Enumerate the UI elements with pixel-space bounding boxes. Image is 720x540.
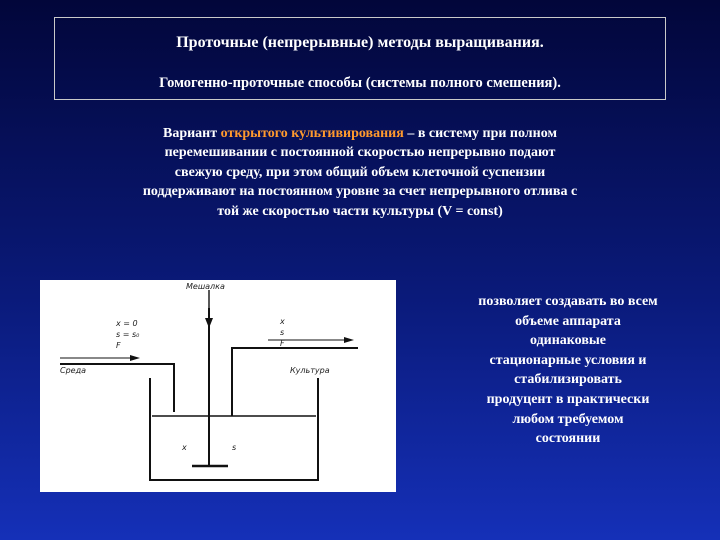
- side-text-line: состоянии: [535, 431, 601, 447]
- side-text-line: любом требуемом: [512, 411, 624, 427]
- outlet-param-s: s: [280, 328, 285, 337]
- paragraph-line-4: поддерживают на постоянном уровне за счет непрерывного отлива с: [142, 184, 578, 200]
- paragraph-line-1: – в систему при полном: [403, 126, 558, 141]
- bioreactor-svg: [40, 280, 396, 492]
- side-text-line: продуцент в практически: [486, 391, 650, 407]
- paragraph-line-5: той же скоростью части культуры (V = const): [217, 203, 503, 219]
- side-text-line: позволяет создавать во всем: [478, 294, 658, 309]
- side-text-line: стабилизировать: [514, 372, 622, 388]
- vessel-outline: [150, 378, 318, 480]
- inlet-param-s: s = s₀: [116, 330, 140, 339]
- slide-subtitle: Гомогенно-проточные способы (системы полного смешения).: [159, 75, 561, 91]
- description-paragraph: [60, 124, 660, 221]
- side-text-line: объеме аппарата: [515, 313, 621, 329]
- slide-title: Проточные (непрерывные) методы выращивания.: [176, 34, 544, 51]
- outlet-param-x: x: [280, 317, 285, 326]
- side-text: [432, 292, 704, 449]
- side-text-line: одинаковые: [529, 333, 607, 349]
- outlet-arrow-head: [344, 337, 354, 343]
- stirrer-label: Мешалка: [186, 282, 225, 291]
- inlet-label: Среда: [60, 366, 87, 375]
- vessel-param-s: s: [232, 443, 237, 452]
- paragraph-line-2: перемешивании с постоянной скоростью непрерывно подают: [164, 145, 556, 161]
- title-box: [54, 17, 666, 100]
- paragraph-lead: Вариант: [162, 126, 221, 141]
- bioreactor-diagram: [40, 280, 396, 492]
- vessel-param-x: x: [182, 443, 187, 452]
- paragraph-line-3: свежую среду, при этом общий объем клеточной суспензии: [174, 164, 546, 180]
- inlet-arrow-head: [130, 355, 140, 361]
- stirrer-arrow-head: [205, 318, 213, 328]
- inlet-param-f: F: [116, 341, 121, 350]
- outlet-label: Культура: [290, 366, 330, 375]
- paragraph-highlight: открытого культивирования: [220, 126, 404, 141]
- outlet-param-f: F: [280, 339, 285, 348]
- outlet-pipe: [232, 348, 358, 416]
- side-text-line: стационарные условия и: [489, 352, 647, 368]
- inlet-param-x: x = 0: [116, 319, 138, 328]
